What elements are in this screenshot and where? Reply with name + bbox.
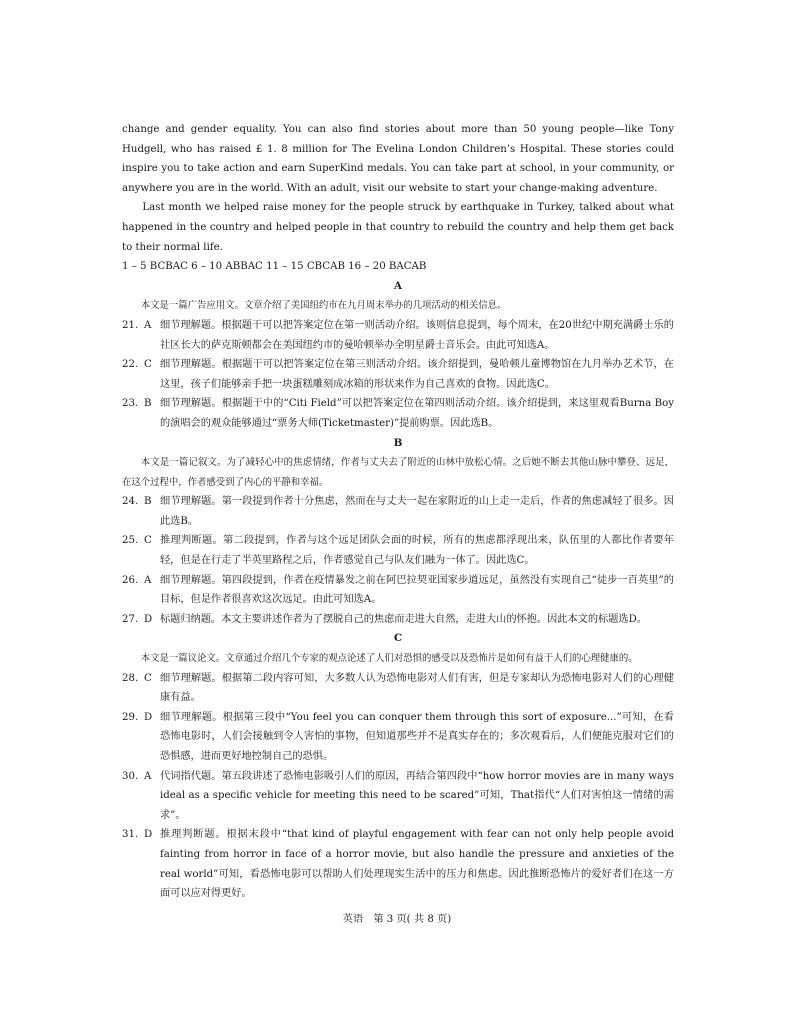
item-explanation: 代词指代题。第五段讲述了恐怖电影吸引人们的原因，再结合第四段中“how horror movies are in many ways ideal as a specific vehicle for meeting this need to be scared”可知，That指代“人们对害怕这一情绪的需求”。	[160, 770, 674, 821]
section-heading-b: B	[393, 436, 403, 449]
item-explanation: 推理判断题。第二段提到，作者与这个远足团队会面的时候，所有的焦虑都浮现出来，队伍里的人都比作者要年轻，但是在行走了半英里路程之后，作者感觉自己与队友们融为一体了。因此选C。	[160, 535, 674, 567]
answer-item-22	[122, 355, 674, 394]
item-explanation: 细节理解题。根据第二段内容可知，大多数人认为恐怖电影对人们有害，但是专家却认为恐怖电影对人们的心理健康有益。	[160, 672, 674, 704]
item-answer: A	[144, 574, 152, 586]
item-number: 25.	[122, 535, 139, 547]
item-number: 27.	[122, 613, 139, 625]
item-explanation: 细节理解题。根据第三段中“You feel you can conquer them through this sort of exposure...”可知，在看恐怖电影时，人们会接触到令人害怕的事物，但知道那些并不是真实存在的；多次观看后，人们便能克服对它们的恐惧感，进而更好地控制自己的恐惧。	[160, 711, 674, 762]
item-number: 29.	[122, 711, 139, 723]
answer-item-30	[122, 767, 674, 826]
answer-keys-1-20: 1 – 5 BCBAC 6 – 10 ABBAC 11 – 15 CBCAB 16 – 20 BACAB	[122, 261, 427, 273]
item-answer: C	[144, 672, 152, 684]
answer-item-29	[122, 708, 674, 767]
section-intro-c: 本文是一篇议论文。文章通过介绍几个专家的观点论述了人们对恐惧的感受以及恐怖片是如何有益于人们的心理健康的。	[140, 653, 638, 665]
section-heading-c: C	[393, 632, 403, 645]
item-answer: D	[144, 829, 153, 841]
answer-item-31	[122, 825, 674, 903]
answer-item-21	[122, 316, 674, 355]
item-number: 31.	[122, 829, 139, 841]
item-explanation: 细节理解题。根据题干可以把答案定位在第三则活动介绍。该介绍提到，曼哈顿儿童博物馆在九月举办艺术节，在这里，孩子们能够亲手把一块蛋糕雕刻成冰箱的形状来作为自己喜欢的食物。因此选C。	[160, 359, 674, 390]
item-answer: C	[144, 535, 152, 547]
item-explanation: 推理判断题。根据末段中“that kind of playful engagement with fear can not only help people avoid fainting from horror in face of a horror movie, but also handle the pressure and anxieties of the real world”可知，看恐怖电影可以帮助人们处理现实生活中的压力和焦虑。因此推断恐怖片的爱好者们在这一方面可以应对得更好。	[160, 829, 674, 900]
item-answer: C	[144, 359, 152, 371]
item-answer: D	[144, 711, 153, 723]
section-intro-a: 本文是一篇广告应用文。文章介绍了美国纽约市在九月周末举办的几项活动的相关信息。	[140, 300, 507, 312]
answer-item-26	[122, 571, 674, 610]
item-number: 26.	[122, 574, 139, 586]
page-footer: 英语 第 3 页( 共 8 页)	[342, 914, 452, 925]
answer-item-23	[122, 394, 674, 433]
page-content	[122, 120, 674, 904]
item-answer: B	[144, 496, 152, 508]
answer-item-28	[122, 669, 674, 708]
item-explanation: 细节理解题。第四段提到，作者在疫情暴发之前在阿巴拉契亚国家步道远足，虽然没有实现自己“徒步一百英里”的目标，但是作者很喜欢这次远足。由此可知选A。	[160, 574, 674, 606]
passage-paragraph-2: Last month we helped raise money for the people struck by earthquake in Turkey, talked about what happened in the country and helped people in that country to rebuild the country and help them get back to their normal life.	[122, 202, 674, 253]
item-explanation: 标题归纳题。本文主要讲述作者为了摆脱自己的焦虑而走进大自然，走进大山的怀抱。因此本文的标题选D。	[160, 613, 647, 625]
item-number: 22.	[122, 359, 139, 371]
item-number: 24.	[122, 496, 139, 508]
item-number: 23.	[122, 398, 139, 410]
section-intro-b: 本文是一篇记叙文。为了减轻心中的焦虑情绪，作者与丈夫去了附近的山林中放松心情。之后她不断去其他山脉中攀登、远足，在这个过程中，作者感受到了内心的平静和幸福。	[122, 457, 674, 488]
item-number: 21.	[122, 319, 139, 331]
item-explanation: 细节理解题。第一段提到作者十分焦虑，然而在与丈夫一起在家附近的山上走一走后，作者的焦虑减轻了很多。因此选B。	[160, 496, 674, 527]
item-number: 30.	[122, 770, 139, 782]
item-answer: A	[144, 770, 152, 782]
item-answer: B	[144, 398, 152, 410]
item-answer: A	[144, 319, 152, 331]
answer-item-27	[122, 610, 674, 630]
item-explanation: 细节理解题。根据题干可以把答案定位在第一则活动介绍。该则信息提到，每个周末，在20世纪中期充满爵士乐的社区长大的萨克斯顿都会在美国纽约市的曼哈顿举办全明星爵士音乐会。由此可知选A。	[160, 319, 674, 351]
section-heading-a: A	[394, 279, 402, 292]
answer-item-24	[122, 492, 674, 531]
item-answer: D	[144, 613, 153, 625]
answer-item-25	[122, 531, 674, 570]
item-number: 28.	[122, 672, 139, 684]
item-explanation: 细节理解题。根据题干中的“Citi Field”可以把答案定位在第四则活动介绍。该介绍提到，来这里观看Burna Boy的演唱会的观众能够通过“票务大师(Ticketmaster)”提前购票。因此选B。	[160, 398, 674, 429]
passage-paragraph-1: change and gender equality. You can also find stories about more than 50 young people—like Tony Hudgell, who has raised £ 1. 8 million for The Evelina London Children’s Hospital. These stories could inspire you to take action and earn SuperKind medals. You can take part at school, in your community, or anywhere you are in the world. With an adult, visit our website to start your change-making adventure.	[122, 124, 674, 194]
